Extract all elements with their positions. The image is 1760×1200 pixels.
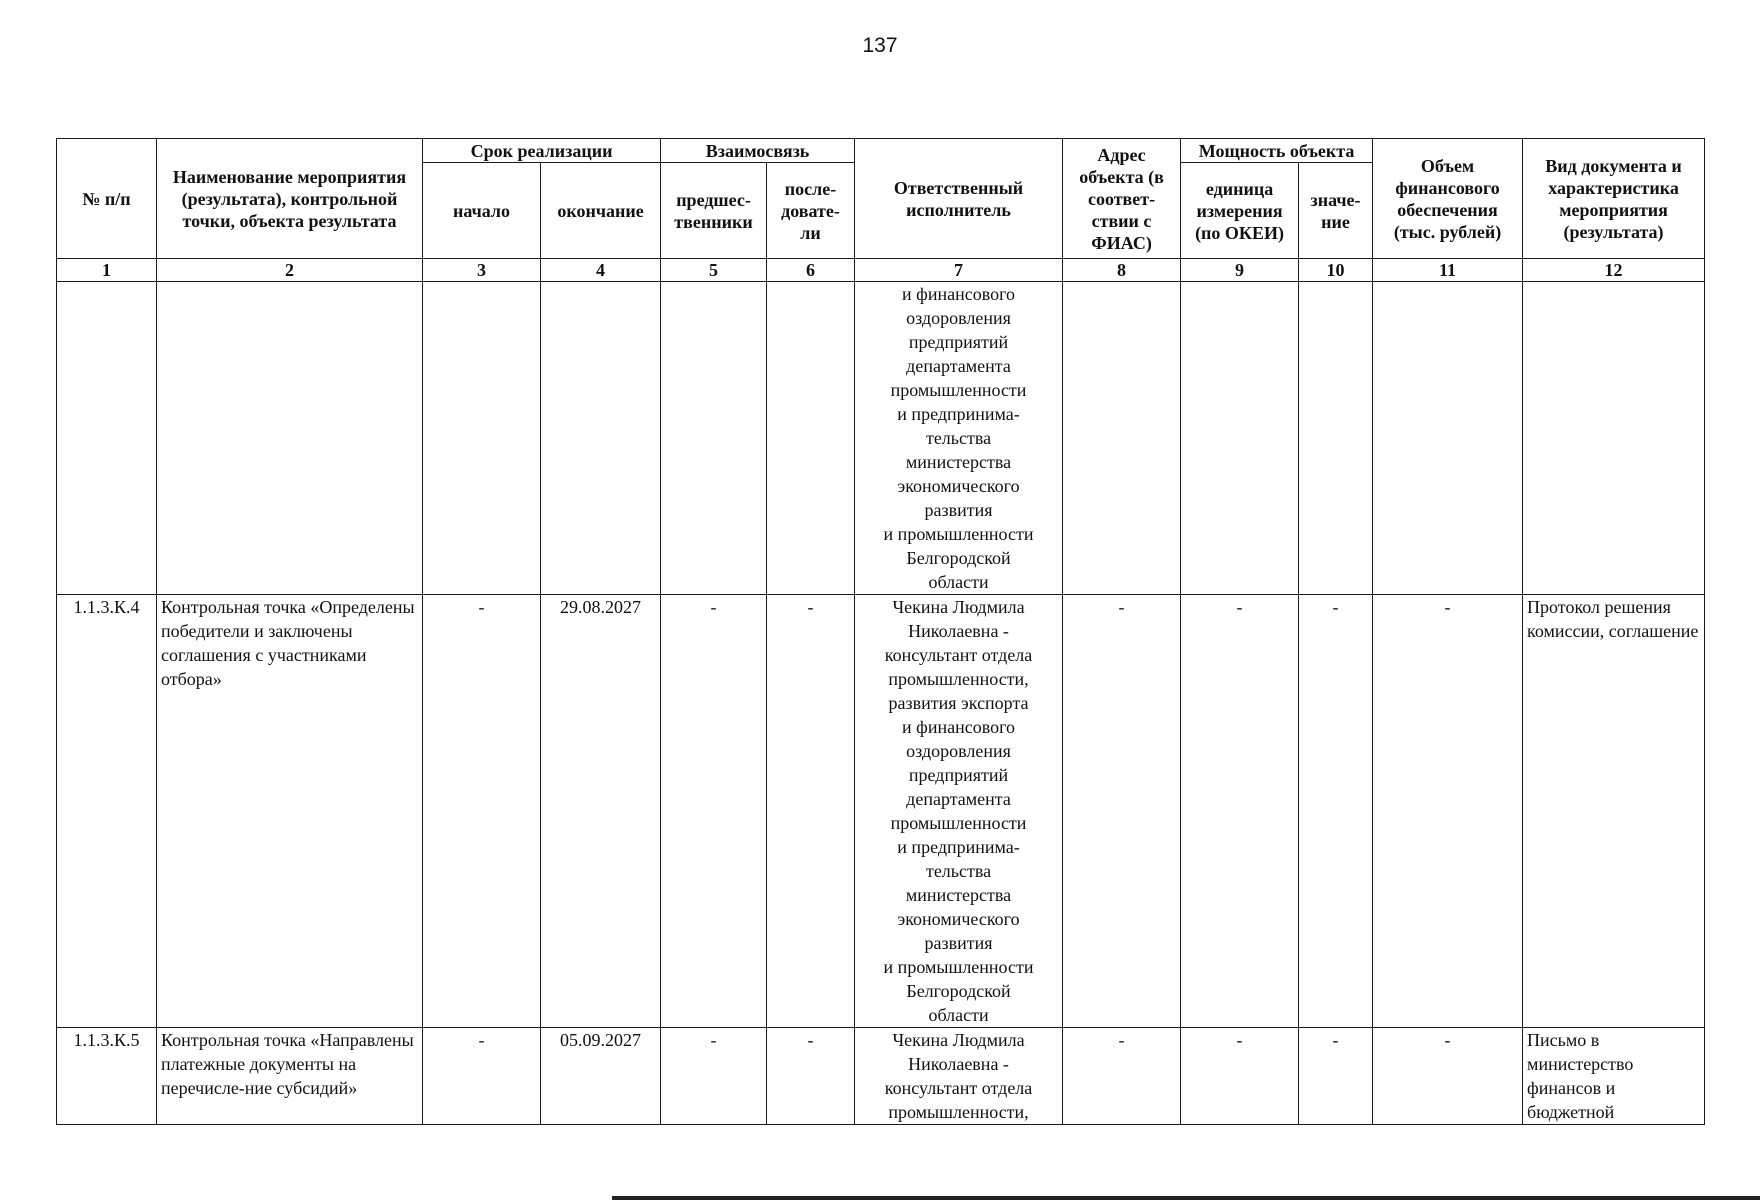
cell-successors [767, 282, 855, 595]
cell-start [423, 282, 541, 595]
column-number: 12 [1523, 259, 1705, 282]
cell-start: - [423, 1028, 541, 1125]
cell-responsible: Чекина Людмила Николаевна - консультант отдела промышленности, [855, 1028, 1063, 1125]
header-address: Адрес объекта (в соответ-ствии с ФИАС) [1063, 139, 1181, 259]
column-number: 6 [767, 259, 855, 282]
column-number: 8 [1063, 259, 1181, 282]
table-row [57, 595, 1705, 1028]
cell-address: - [1063, 1028, 1181, 1125]
header-end: окончание [541, 163, 661, 259]
column-number-row [57, 259, 1705, 282]
cell-predecessors: - [661, 1028, 767, 1125]
cell-value: - [1299, 595, 1373, 1028]
column-number: 10 [1299, 259, 1373, 282]
bottom-page-rule [612, 1196, 1760, 1200]
header-document: Вид документа и характеристика мероприятия (результата) [1523, 139, 1705, 259]
cell-name: Контрольная точка «Определены победители и заключены соглашения с участниками отбора» [157, 595, 423, 1028]
cell-end: 05.09.2027 [541, 1028, 661, 1125]
header-responsible: Ответственный исполнитель [855, 139, 1063, 259]
header-value: значе-ние [1299, 163, 1373, 259]
cell-responsible: и финансового оздоровления предприятий департамента промышленности и предпринима- тельства министерства экономического развития и промышленности Белгородской области [855, 282, 1063, 595]
schedule-table [56, 138, 1705, 1125]
cell-finance: - [1373, 1028, 1523, 1125]
header-num: № п/п [57, 139, 157, 259]
cell-value: - [1299, 1028, 1373, 1125]
cell-successors: - [767, 595, 855, 1028]
header-finance: Объем финансового обеспечения (тыс. рублей) [1373, 139, 1523, 259]
header-capacity-group: Мощность объекта [1181, 139, 1373, 163]
table-row [57, 1028, 1705, 1125]
cell-value [1299, 282, 1373, 595]
cell-finance: - [1373, 595, 1523, 1028]
cell-end: 29.08.2027 [541, 595, 661, 1028]
cell-responsible: Чекина Людмила Николаевна - консультант отдела промышленности, развития экспорта и финансового оздоровления предприятий департамента промышленности и предпринима- тельства министерства экономического развития и промышленности Белгородской области [855, 595, 1063, 1028]
cell-document [1523, 282, 1705, 595]
cell-unit: - [1181, 595, 1299, 1028]
cell-address [1063, 282, 1181, 595]
header-predecessors: предшес-твенники [661, 163, 767, 259]
column-number: 4 [541, 259, 661, 282]
header-link-group: Взаимосвязь [661, 139, 855, 163]
header-name: Наименование мероприятия (результата), контрольной точки, объекта результата [157, 139, 423, 259]
column-number: 3 [423, 259, 541, 282]
page-number: 137 [862, 34, 898, 57]
cell-id: 1.1.3.К.4 [57, 595, 157, 1028]
header-unit: единица измерения (по ОКЕИ) [1181, 163, 1299, 259]
header-row-top [57, 139, 1705, 163]
cell-address: - [1063, 595, 1181, 1028]
cell-id: 1.1.3.К.5 [57, 1028, 157, 1125]
cell-name [157, 282, 423, 595]
cell-document: Письмо в министерство финансов и бюджетной [1523, 1028, 1705, 1125]
column-number: 9 [1181, 259, 1299, 282]
cell-document: Протокол решения комиссии, соглашение [1523, 595, 1705, 1028]
column-number: 11 [1373, 259, 1523, 282]
column-number: 5 [661, 259, 767, 282]
column-number: 1 [57, 259, 157, 282]
table-row-continued [57, 282, 1705, 595]
cell-unit: - [1181, 1028, 1299, 1125]
cell-name: Контрольная точка «Направлены платежные документы на перечисле-ние субсидий» [157, 1028, 423, 1125]
cell-end [541, 282, 661, 595]
cell-successors: - [767, 1028, 855, 1125]
header-successors: после-довате-ли [767, 163, 855, 259]
cell-start: - [423, 595, 541, 1028]
cell-predecessors [661, 282, 767, 595]
cell-unit [1181, 282, 1299, 595]
cell-predecessors: - [661, 595, 767, 1028]
column-number: 2 [157, 259, 423, 282]
cell-finance [1373, 282, 1523, 595]
cell-id [57, 282, 157, 595]
column-number: 7 [855, 259, 1063, 282]
header-term-group: Срок реализации [423, 139, 661, 163]
header-start: начало [423, 163, 541, 259]
